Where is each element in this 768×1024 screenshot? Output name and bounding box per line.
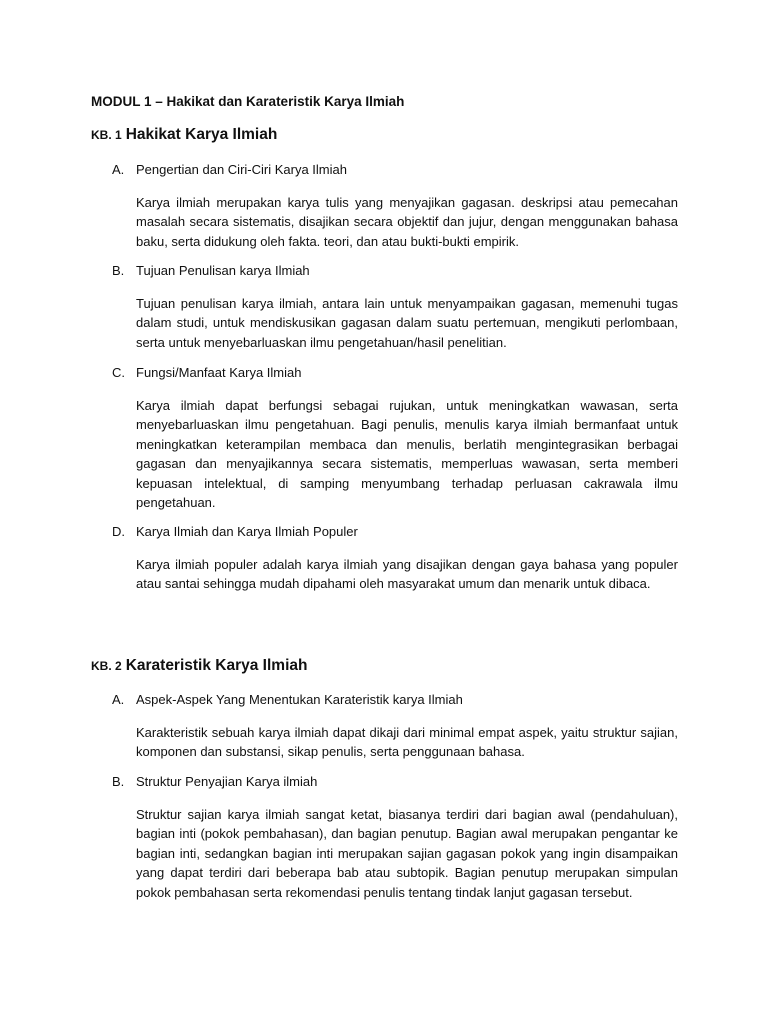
item-heading [112, 262, 678, 280]
kb1-item-b [112, 262, 678, 352]
item-paragraph: Karya ilmiah merupakan karya tulis yang menyajikan gagasan. deskripsi atau pemecahan masalah secara sistematis, disajikan secara objektif dan jujur, dengan menggunakan bahasa baku, serta didukung oleh fakta. teori, dan atau bukti-bukti empirik. [136, 195, 678, 249]
item-heading [112, 773, 678, 791]
item-heading-text: Struktur Penyajian Karya ilmiah [136, 774, 318, 789]
module-title: MODUL 1 – Hakikat dan Karateristik Karya Ilmiah [91, 94, 405, 109]
kb1-item-a [112, 161, 678, 251]
item-heading-text: Aspek-Aspek Yang Menentukan Karateristik karya Ilmiah [136, 692, 463, 707]
item-heading-text: Fungsi/Manfaat Karya Ilmiah [136, 365, 302, 380]
kb2-heading [91, 657, 307, 675]
item-paragraph: Karakteristik sebuah karya ilmiah dapat dikaji dari minimal empat aspek, yaitu struktur sajian, komponen dan substansi, sikap penulis, serta penggunaan bahasa. [136, 725, 678, 760]
item-letter: C. [112, 365, 125, 380]
item-paragraph: Struktur sajian karya ilmiah sangat ketat, biasanya terdiri dari bagian awal (pendahuluan), bagian inti (pokok pembahasan), dan bagian penutup. Bagian awal merupakan pengantar ke bagian inti, sedangkan bagian inti merupakan sajian gagasan pokok yang ingin disampaikan yang dapat terdiri dari beberapa bab atau subtopik. Bagian penutup merupakan simpulan pokok pembahasan serta rekomendasi penulis tentang tindak lanjut gagasan tersebut. [136, 807, 678, 900]
item-letter: A. [112, 692, 125, 707]
kb2-title: Karateristik Karya Ilmiah [125, 657, 308, 674]
item-heading-text: Karya Ilmiah dan Karya Ilmiah Populer [136, 524, 358, 539]
item-heading-text: Pengertian dan Ciri-Ciri Karya Ilmiah [136, 162, 347, 177]
item-heading [112, 523, 678, 541]
kb1-heading [91, 126, 277, 144]
item-paragraph: Karya ilmiah populer adalah karya ilmiah yang disajikan dengan gaya bahasa yang populer atau santai sehingga mudah dipahami oleh masyarakat umum dan menarik untuk dibaca. [136, 557, 678, 592]
kb1-label: KB. 1 [91, 128, 122, 142]
kb2-item-b [112, 773, 678, 902]
item-paragraph: Karya ilmiah dapat berfungsi sebagai rujukan, untuk meningkatkan wawasan, serta menyebarluaskan ilmu pengetahuan. Bagi penulis, menulis karya ilmiah bermanfaat untuk meningkatkan keterampilan membaca dan menulis, berlatih mengintegrasikan berbagai gagasan dan menyajikannya secara sistematis, memperluas wawasan, serta memberi kepuasan intelektual, di samping menyumbang terhadap perluasan cakrawala ilmu pengetahuan. [136, 398, 678, 511]
item-heading [112, 691, 678, 709]
kb1-item-c [112, 364, 678, 512]
item-letter: B. [112, 263, 125, 278]
item-letter: A. [112, 162, 125, 177]
item-paragraph: Tujuan penulisan karya ilmiah, antara lain untuk menyampaikan gagasan, memenuhi tugas dalam studi, untuk mendiskusikan gagasan dalam suatu pertemuan, mengikuti perlombaan, serta untuk menyebarluaskan ilmu pengetahuan/hasil penelitian. [136, 296, 678, 350]
item-letter: B. [112, 774, 125, 789]
item-heading [112, 161, 678, 179]
kb2-label: KB. 2 [91, 659, 122, 673]
item-heading-text: Tujuan Penulisan karya Ilmiah [136, 263, 310, 278]
kb2-item-a [112, 691, 678, 762]
kb1-title: Hakikat Karya Ilmiah [125, 126, 278, 143]
item-heading [112, 364, 678, 382]
kb1-item-d [112, 523, 678, 594]
item-letter: D. [112, 524, 125, 539]
